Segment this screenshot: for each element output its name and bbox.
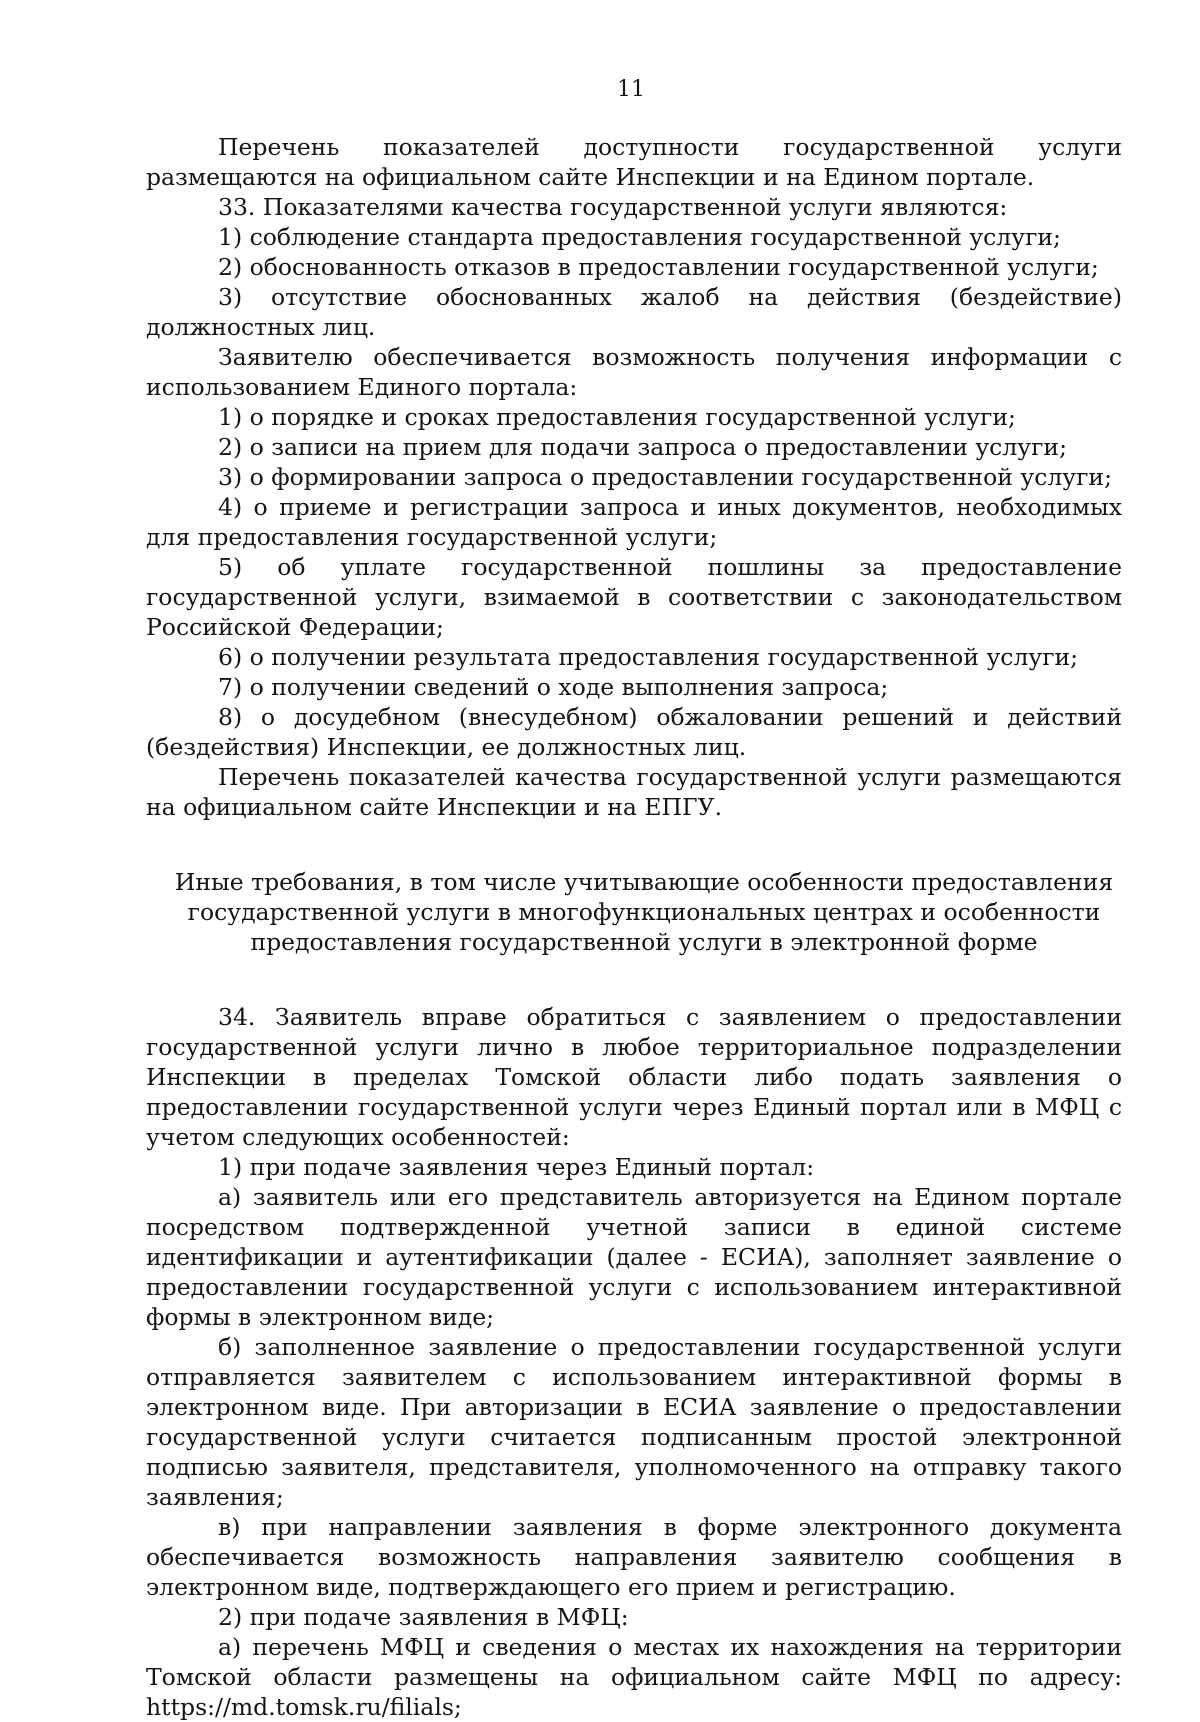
list-item: 2) обоснованность отказов в предоставлении государственной услуги;	[218, 253, 1099, 281]
list-item: а) перечень МФЦ и сведения о местах их нахождения на территории Томской области размещены на официальном сайте МФЦ по адресу: https://md.tomsk.ru/filials;	[146, 1633, 1122, 1721]
paragraph-applicant-info: Заявителю обеспечивается возможность получения информации с использованием Единого портала:	[146, 343, 1122, 401]
section-heading-line: Иные требования, в том числе учитывающие особенности предоставления	[174, 868, 1114, 896]
section-heading	[146, 867, 1122, 957]
list-item: 2) о записи на прием для подачи запроса о предоставлении услуги;	[218, 433, 1067, 461]
section-heading-line: государственной услуги в многофункциональных центрах и особенности	[187, 898, 1101, 926]
list-item: 1) при подаче заявления через Единый портал:	[218, 1153, 815, 1181]
list-item: 3) отсутствие обоснованных жалоб на действия (бездействие) должностных лиц.	[146, 283, 1122, 341]
list-item: в) при направлении заявления в форме электронного документа обеспечивается возможность направления заявителю сообщения в электронном виде, подтверждающего его прием и регистрацию.	[146, 1513, 1122, 1601]
list-item: 7) о получении сведений о ходе выполнения запроса;	[218, 673, 889, 701]
list-item: 1) соблюдение стандарта предоставления государственной услуги;	[218, 223, 1061, 251]
paragraph-quality-indicators: 33. Показателями качества государственной услуги являются:	[218, 193, 1008, 221]
list-item: а) заявитель или его представитель авторизуется на Едином портале посредством подтвержденной учетной записи в единой системе идентификации и аутентификации (далее - ЕСИА), заполняет заявление о предоставлении государственной услуги с использованием интерактивной формы в электронном виде;	[146, 1183, 1122, 1331]
spacer	[146, 957, 1122, 1002]
paragraph-quality-list: Перечень показателей качества государственной услуги размещаются на официальном сайте Инспекции и на ЕПГУ.	[146, 763, 1122, 821]
section-heading-line: предоставления государственной услуги в электронной форме	[250, 928, 1038, 956]
list-item: 6) о получении результата предоставления государственной услуги;	[218, 643, 1079, 671]
document-body	[146, 132, 1122, 1722]
spacer	[146, 822, 1122, 867]
list-item: 5) об уплате государственной пошлины за предоставление государственной услуги, взимаемой в соответствии с законодательством Российской Федерации;	[146, 553, 1122, 641]
paragraph-accessibility-list: Перечень показателей доступности государственной услуги размещаются на официальном сайте Инспекции и на Едином портале.	[146, 133, 1122, 191]
list-item: 8) о досудебном (внесудебном) обжаловании решений и действий (бездействия) Инспекции, ее должностных лиц.	[146, 703, 1122, 761]
list-item: 2) при подаче заявления в МФЦ:	[218, 1603, 629, 1631]
paragraph-34: 34. Заявитель вправе обратиться с заявлением о предоставлении государственной услуги лично в любое территориальное подразделении Инспекции в пределах Томской области либо подать заявления о предоставлении государственной услуги через Единый портал или в МФЦ с учетом следующих особенностей:	[146, 1003, 1122, 1151]
list-item: 1) о порядке и сроках предоставления государственной услуги;	[218, 403, 1016, 431]
list-item: 3) о формировании запроса о предоставлении государственной услуги;	[218, 463, 1113, 491]
list-item: 4) о приеме и регистрации запроса и иных документов, необходимых для предоставления государственной услуги;	[146, 493, 1122, 551]
page-number: 11	[617, 77, 645, 102]
list-item: б) заполненное заявление о предоставлении государственной услуги отправляется заявителем с использованием интерактивной формы в электронном виде. При авторизации в ЕСИА заявление о предоставлении государственной услуги считается подписанным простой электронной подписью заявителя, представителя, уполномоченного на отправку такого заявления;	[146, 1333, 1122, 1511]
